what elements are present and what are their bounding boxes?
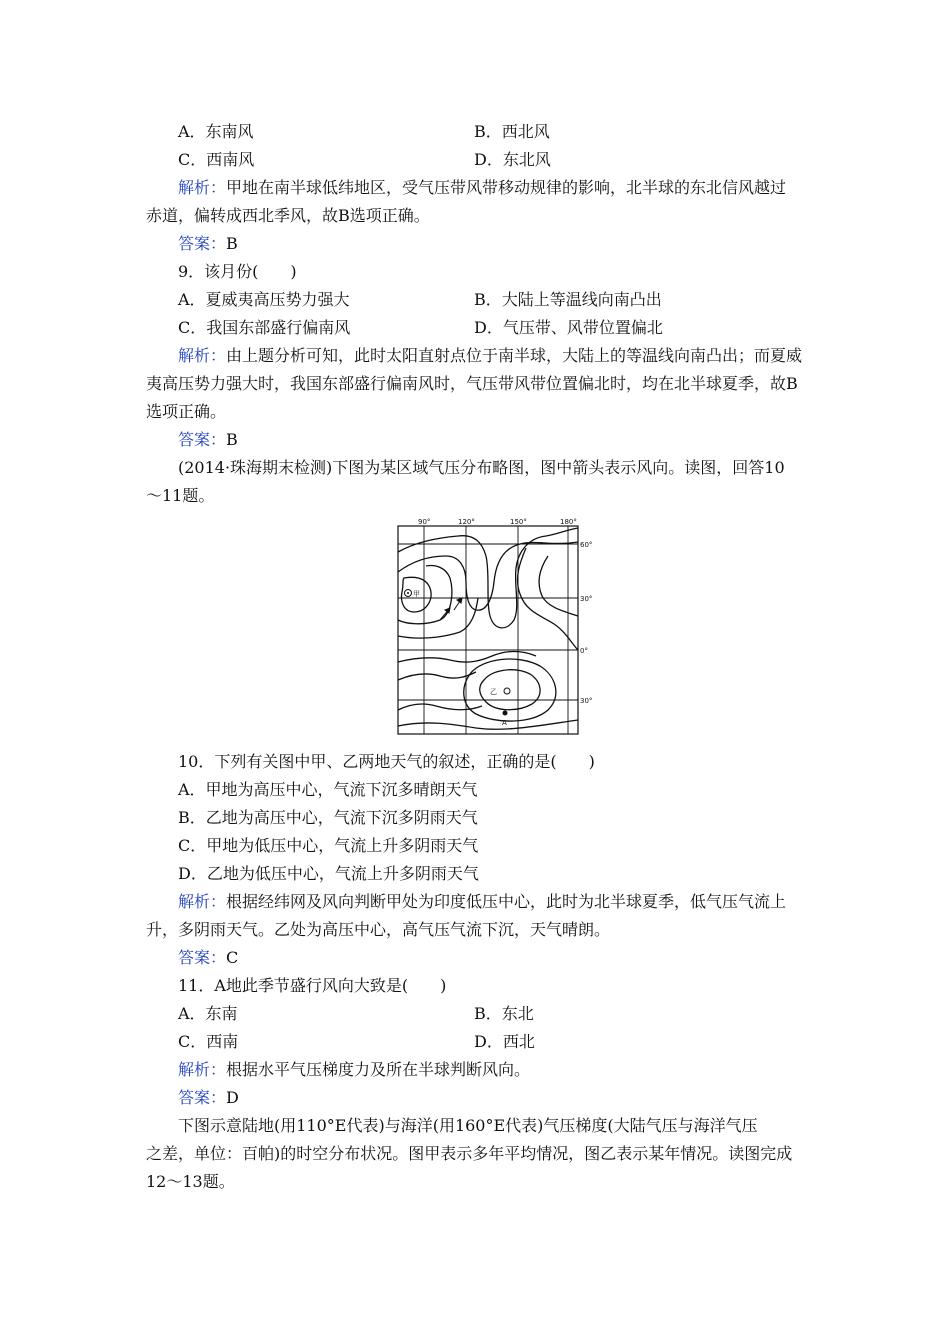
intro2-line3: 12～13题。 [146, 1172, 235, 1191]
q9-stem: 9．该月份( ) [178, 262, 297, 281]
analysis-label: 解析： [178, 346, 227, 365]
answer-value: B [226, 234, 238, 253]
q10-stem: 10．下列有关图中甲、乙两地天气的叙述，正确的是( ) [178, 752, 595, 771]
q8-analysis-line1 [178, 178, 786, 198]
isobar-6 [539, 556, 578, 616]
analysis-text: 根据水平气压梯度力及所在半球判断风向。 [226, 1060, 531, 1079]
q11-option-a: A．东南 [178, 1004, 238, 1023]
answer-label: 答案： [178, 948, 227, 967]
isobars [398, 528, 578, 650]
lat-label-0: 0° [580, 647, 588, 655]
point-a-dot [503, 711, 508, 716]
q11-option-b: B．东北 [474, 1004, 534, 1023]
q9-analysis-line1 [178, 346, 802, 366]
q10-option-b: B．乙地为高压中心，气流下沉多阴雨天气 [178, 808, 478, 827]
isobar-7 [398, 652, 536, 663]
pressure-map-figure [396, 516, 596, 738]
point-a-label: A [502, 719, 507, 727]
answer-value: C [226, 948, 239, 967]
lon-label-120: 120° [458, 518, 475, 526]
jia-marker-dot [407, 592, 409, 594]
intro1-line2: ～11题。 [146, 486, 215, 505]
isobar-10 [398, 720, 578, 729]
q8-option-a: A．东南风 [178, 122, 254, 141]
q9-answer [178, 430, 238, 450]
q9-option-c: C．我国东部盛行偏南风 [178, 318, 351, 337]
answer-value: B [226, 430, 238, 449]
lon-label-90: 90° [418, 518, 431, 526]
lat-label-60: 60° [580, 541, 593, 549]
analysis-label: 解析： [178, 1060, 227, 1079]
lat-label-30n: 30° [580, 595, 593, 603]
isobar-5 [518, 548, 578, 650]
analysis-text: 由上题分析可知，此时太阳直射点位于南半球，大陆上的等温线向南凸出；而夏威 [226, 346, 803, 365]
q10-option-d: D．乙地为低压中心，气流上升多阴雨天气 [178, 864, 479, 883]
analysis-label: 解析： [178, 178, 227, 197]
isobar-8 [398, 672, 476, 680]
q9-analysis-line3: 选项正确。 [146, 402, 227, 421]
intro2-line1: 下图示意陆地(用110°E代表)与海洋(用160°E代表)气压梯度(大陆气压与海洋气压 [178, 1116, 758, 1135]
lon-label-150: 150° [510, 518, 527, 526]
q9-option-b: B．大陆上等温线向南凸出 [474, 290, 662, 309]
q8-option-b: B．西北风 [474, 122, 550, 141]
isobars-south [398, 652, 578, 730]
q8-option-d: D．东北风 [474, 150, 551, 169]
wind-arrow-1-head [445, 608, 450, 613]
intro2-line2: 之差，单位：百帕)的时空分布状况。图甲表示多年平均情况，图乙表示某年情况。读图完成 [146, 1144, 793, 1163]
answer-label: 答案： [178, 430, 227, 449]
q8-answer [178, 234, 238, 254]
map-frame [398, 526, 578, 734]
q10-option-c: C．甲地为低压中心，气流上升多阴雨天气 [178, 836, 479, 855]
q8-option-c: C．西南风 [178, 150, 255, 169]
analysis-label: 解析： [178, 892, 227, 911]
lon-label-180: 180° [560, 518, 577, 526]
intro1-line1: (2014·珠海期末检测)下图为某区域气压分布略图，图中箭头表示风向。读图，回答10 [178, 458, 785, 477]
answer-label: 答案： [178, 234, 227, 253]
q10-answer [178, 948, 238, 968]
q9-option-d: D．气压带、风带位置偏北 [474, 318, 663, 337]
q10-analysis-line2: 升，多阴雨天气。乙处为高压中心，高气压气流下沉，天气晴朗。 [146, 920, 611, 939]
q10-analysis-line1 [178, 892, 786, 912]
place-label-jia: 甲 [413, 590, 420, 598]
q9-option-a: A．夏威夷高压势力强大 [178, 290, 350, 309]
analysis-text: 甲地在南半球低纬地区，受气压带风带移动规律的影响，北半球的东北信风越过 [226, 178, 787, 197]
yi-marker-icon [504, 688, 510, 694]
q11-answer [178, 1088, 239, 1108]
q9-analysis-line2: 夷高压势力强大时，我国东部盛行偏南风时，气压带风带位置偏北时，均在北半球夏季，故B [146, 374, 798, 393]
q11-analysis [178, 1060, 530, 1080]
q11-option-c: C．西南 [178, 1032, 239, 1051]
q10-option-a: A．甲地为高压中心，气流下沉多晴朗天气 [178, 780, 478, 799]
q11-stem: 11．A地此季节盛行风向大致是( ) [178, 976, 447, 995]
answer-value: D [226, 1088, 239, 1107]
answer-label: 答案： [178, 1088, 227, 1107]
q11-option-d: D．西北 [474, 1032, 535, 1051]
place-label-yi: 乙 [490, 688, 497, 696]
analysis-text: 根据经纬网及风向判断甲处为印度低压中心，此时为北半球夏季，低气压气流上 [226, 892, 787, 911]
q8-analysis-line2: 赤道，偏转成西北季风，故B选项正确。 [146, 206, 430, 225]
lat-label-30s: 30° [580, 697, 593, 705]
wind-arrow-2-head [457, 598, 462, 603]
